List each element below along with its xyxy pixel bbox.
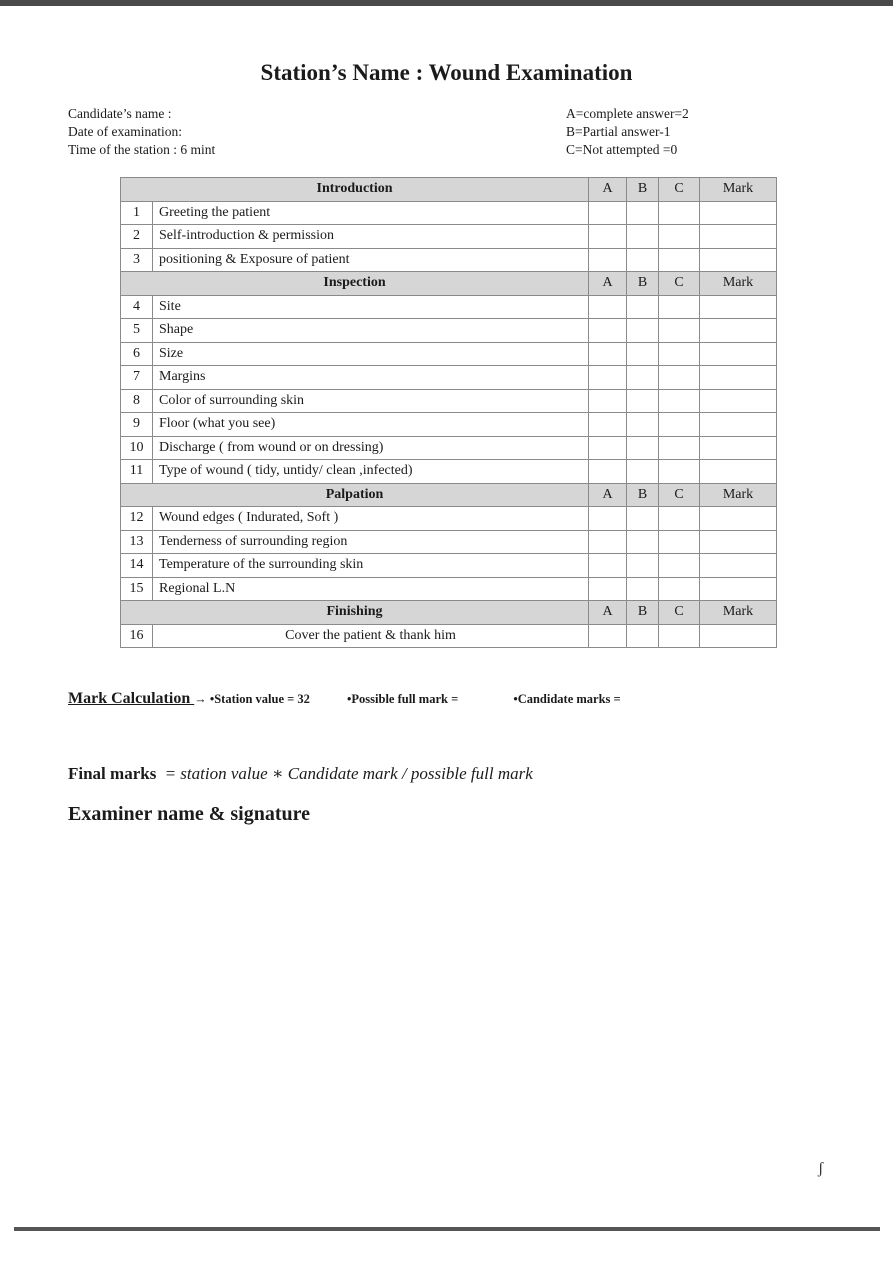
section-header-row <box>121 483 777 507</box>
grade-a-key: A=complete answer=2 <box>566 106 689 121</box>
score-cell-b[interactable] <box>627 413 659 437</box>
checklist-row <box>121 530 777 554</box>
score-cell-a[interactable] <box>589 530 627 554</box>
score-cell-b[interactable] <box>627 342 659 366</box>
exam-date-label: Date of examination: <box>68 124 182 139</box>
item-text: Floor (what you see) <box>153 413 589 437</box>
checklist-row <box>121 389 777 413</box>
score-cell-c[interactable] <box>659 319 700 343</box>
checklist-row <box>121 319 777 343</box>
checklist-row <box>121 577 777 601</box>
checklist-row <box>121 248 777 272</box>
score-cell-b[interactable] <box>627 201 659 225</box>
column-header-a: A <box>589 483 627 507</box>
item-number: 2 <box>121 225 153 249</box>
column-header-b: B <box>627 178 659 202</box>
score-cell-a[interactable] <box>589 366 627 390</box>
score-cell-a[interactable] <box>589 342 627 366</box>
checklist-row <box>121 342 777 366</box>
checklist-row <box>121 436 777 460</box>
checklist-row <box>121 366 777 390</box>
item-number: 3 <box>121 248 153 272</box>
score-cell-mark[interactable] <box>700 366 777 390</box>
item-text: Shape <box>153 319 589 343</box>
column-header-b: B <box>627 483 659 507</box>
score-cell-a[interactable] <box>589 460 627 484</box>
column-header-b: B <box>627 272 659 296</box>
item-number: 9 <box>121 413 153 437</box>
checklist-row <box>121 201 777 225</box>
item-number: 1 <box>121 201 153 225</box>
station-value: •Station value = 32 <box>209 692 310 706</box>
item-text: Self-introduction & permission <box>153 225 589 249</box>
score-cell-c[interactable] <box>659 507 700 531</box>
item-text: Wound edges ( Indurated, Soft ) <box>153 507 589 531</box>
score-cell-b[interactable] <box>627 436 659 460</box>
score-cell-mark[interactable] <box>700 436 777 460</box>
score-cell-c[interactable] <box>659 389 700 413</box>
grading-key <box>566 105 689 159</box>
section-title: Inspection <box>121 272 589 296</box>
score-cell-mark[interactable] <box>700 319 777 343</box>
column-header-b: B <box>627 601 659 625</box>
column-header-a: A <box>589 178 627 202</box>
score-cell-mark[interactable] <box>700 460 777 484</box>
bottom-border <box>14 1227 880 1231</box>
item-text: Margins <box>153 366 589 390</box>
score-cell-a[interactable] <box>589 413 627 437</box>
item-number: 14 <box>121 554 153 578</box>
item-number: 6 <box>121 342 153 366</box>
score-cell-b[interactable] <box>627 248 659 272</box>
score-cell-b[interactable] <box>627 295 659 319</box>
score-cell-b[interactable] <box>627 624 659 648</box>
column-header-mark: Mark <box>700 601 777 625</box>
score-cell-mark[interactable] <box>700 530 777 554</box>
score-cell-b[interactable] <box>627 319 659 343</box>
score-cell-a[interactable] <box>589 201 627 225</box>
score-cell-mark[interactable] <box>700 342 777 366</box>
item-number: 10 <box>121 436 153 460</box>
column-header-mark: Mark <box>700 483 777 507</box>
station-time-label: Time of the station : 6 mint <box>68 142 216 157</box>
column-header-c: C <box>659 178 700 202</box>
score-cell-mark[interactable] <box>700 389 777 413</box>
score-cell-a[interactable] <box>589 389 627 413</box>
candidate-info <box>68 105 215 159</box>
checklist-row <box>121 624 777 648</box>
column-header-a: A <box>589 272 627 296</box>
score-cell-mark[interactable] <box>700 248 777 272</box>
checklist-row <box>121 460 777 484</box>
score-cell-c[interactable] <box>659 577 700 601</box>
score-cell-b[interactable] <box>627 577 659 601</box>
section-title: Finishing <box>121 601 589 625</box>
checklist-row <box>121 295 777 319</box>
grade-c-key: C=Not attempted =0 <box>566 142 678 157</box>
checklist-table <box>120 177 777 648</box>
item-text: Size <box>153 342 589 366</box>
section-header-row <box>121 178 777 202</box>
column-header-c: C <box>659 601 700 625</box>
checklist-row <box>121 225 777 249</box>
score-cell-c[interactable] <box>659 201 700 225</box>
score-cell-b[interactable] <box>627 366 659 390</box>
score-cell-a[interactable] <box>589 577 627 601</box>
score-cell-b[interactable] <box>627 225 659 249</box>
item-number: 15 <box>121 577 153 601</box>
column-header-mark: Mark <box>700 178 777 202</box>
column-header-c: C <box>659 272 700 296</box>
score-cell-c[interactable] <box>659 225 700 249</box>
score-cell-a[interactable] <box>589 225 627 249</box>
score-cell-c[interactable] <box>659 295 700 319</box>
final-marks-formula: = station value ∗ Candidate mark / possible full mark <box>164 764 533 783</box>
score-cell-mark[interactable] <box>700 507 777 531</box>
item-text: Greeting the patient <box>153 201 589 225</box>
column-header-c: C <box>659 483 700 507</box>
score-cell-c[interactable] <box>659 342 700 366</box>
score-cell-a[interactable] <box>589 507 627 531</box>
score-cell-c[interactable] <box>659 624 700 648</box>
score-cell-b[interactable] <box>627 389 659 413</box>
score-cell-c[interactable] <box>659 436 700 460</box>
score-cell-a[interactable] <box>589 554 627 578</box>
score-cell-c[interactable] <box>659 460 700 484</box>
score-cell-mark[interactable] <box>700 554 777 578</box>
score-cell-mark[interactable] <box>700 295 777 319</box>
item-number: 7 <box>121 366 153 390</box>
item-text: Site <box>153 295 589 319</box>
item-text: Color of surrounding skin <box>153 389 589 413</box>
score-cell-mark[interactable] <box>700 624 777 648</box>
checklist-row <box>121 554 777 578</box>
score-cell-c[interactable] <box>659 413 700 437</box>
grade-b-key: B=Partial answer-1 <box>566 124 671 139</box>
score-cell-a[interactable] <box>589 436 627 460</box>
score-cell-a[interactable] <box>589 624 627 648</box>
item-text: Discharge ( from wound or on dressing) <box>153 436 589 460</box>
checklist-row <box>121 507 777 531</box>
candidate-name-label: Candidate’s name : <box>68 106 172 121</box>
column-header-a: A <box>589 601 627 625</box>
final-marks-label: Final marks <box>68 764 157 783</box>
score-cell-b[interactable] <box>627 554 659 578</box>
item-number: 4 <box>121 295 153 319</box>
item-number: 16 <box>121 624 153 648</box>
score-cell-c[interactable] <box>659 366 700 390</box>
score-cell-b[interactable] <box>627 507 659 531</box>
score-cell-mark[interactable] <box>700 413 777 437</box>
section-title: Introduction <box>121 178 589 202</box>
score-cell-mark[interactable] <box>700 201 777 225</box>
score-cell-b[interactable] <box>627 460 659 484</box>
item-text: Regional L.N <box>153 577 589 601</box>
score-cell-b[interactable] <box>627 530 659 554</box>
item-text: Cover the patient & thank him <box>153 624 589 648</box>
score-cell-a[interactable] <box>589 295 627 319</box>
item-number: 12 <box>121 507 153 531</box>
score-cell-c[interactable] <box>659 248 700 272</box>
item-text: Type of wound ( tidy, untidy/ clean ,infected) <box>153 460 589 484</box>
item-number: 8 <box>121 389 153 413</box>
possible-full-mark: •Possible full mark = <box>347 692 459 706</box>
mark-calculation <box>68 690 621 708</box>
item-number: 5 <box>121 319 153 343</box>
page-mark: ʃ <box>818 1160 824 1177</box>
score-cell-a[interactable] <box>589 248 627 272</box>
examiner-signature-label: Examiner name & signature <box>68 803 311 825</box>
score-cell-mark[interactable] <box>700 225 777 249</box>
score-cell-mark[interactable] <box>700 577 777 601</box>
score-cell-c[interactable] <box>659 530 700 554</box>
score-cell-c[interactable] <box>659 554 700 578</box>
page-title: Station’s Name : Wound Examination <box>260 60 633 85</box>
section-title: Palpation <box>121 483 589 507</box>
item-text: positioning & Exposure of patient <box>153 248 589 272</box>
arrow-icon: → <box>194 692 207 706</box>
score-cell-a[interactable] <box>589 319 627 343</box>
column-header-mark: Mark <box>700 272 777 296</box>
checklist-row <box>121 413 777 437</box>
item-number: 13 <box>121 530 153 554</box>
mark-calculation-label: Mark Calculation <box>68 690 195 707</box>
final-marks <box>68 764 533 784</box>
section-header-row <box>121 272 777 296</box>
section-header-row <box>121 601 777 625</box>
item-number: 11 <box>121 460 153 484</box>
item-text: Tenderness of surrounding region <box>153 530 589 554</box>
top-border <box>0 0 893 6</box>
item-text: Temperature of the surrounding skin <box>153 554 589 578</box>
candidate-marks: •Candidate marks = <box>513 692 621 706</box>
